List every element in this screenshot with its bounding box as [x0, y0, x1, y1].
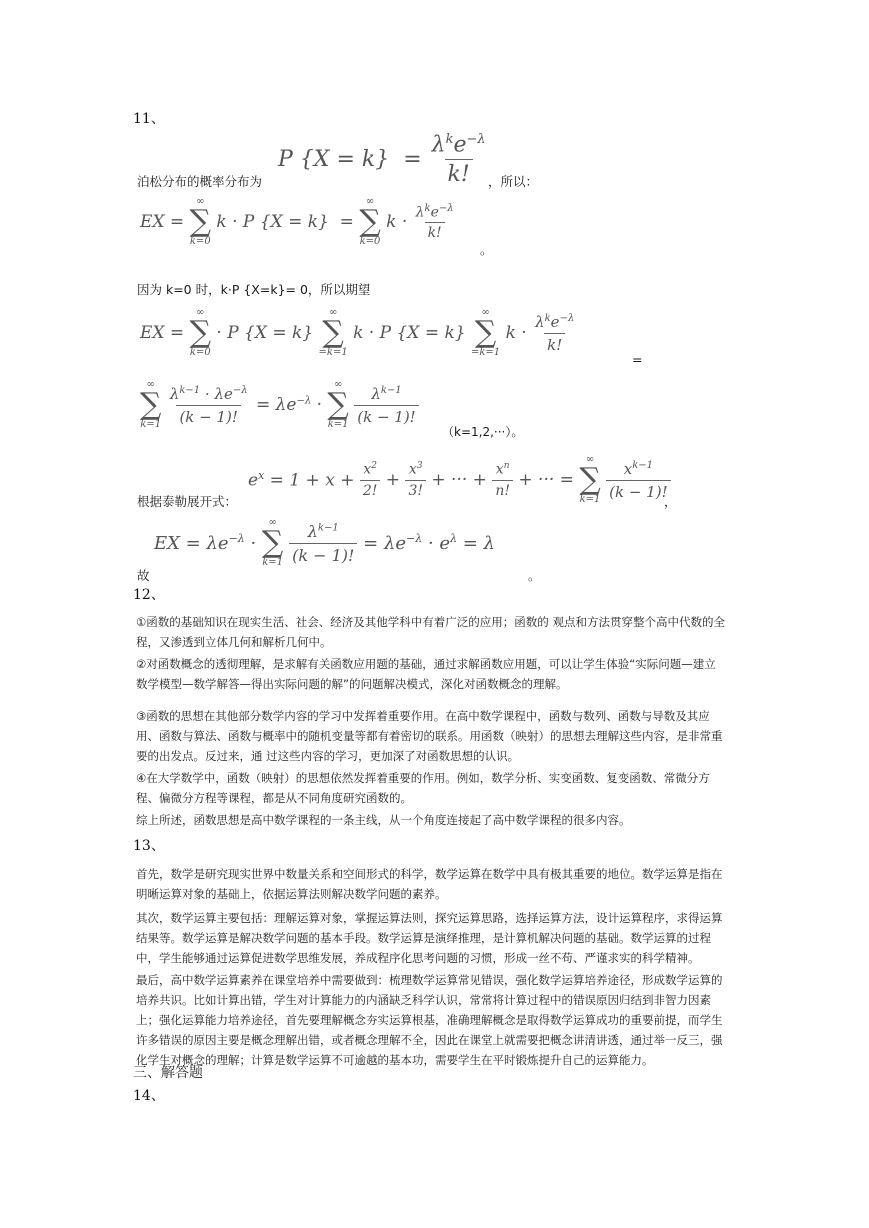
taylor-intro-text: 根据泰勒展开式： [137, 494, 238, 509]
poisson-formula: P {X = k} = $\frac{\lambda^ke^{-\lambda}}{k!}$ [278, 132, 486, 188]
question-number-14: 14、 [133, 1088, 165, 1104]
comma: ， [664, 494, 677, 509]
expectation-formula-1: EX = ∞ ∑ k=0 k · P {X = k} = ∞ ∑ k=0 k · $\frac{\lambda^ke^{-\lambda}}{k!}$ [140, 196, 454, 247]
so-text: ，所以： [488, 174, 539, 189]
therefore-text: 故 [137, 568, 150, 583]
q12-paragraph-2: ②对函数概念的透彻理解，是求解有关函数应用题的基础，通过求解函数应用题，可以让学生体验“实际问题—建立数学模型—数学解答—得出实际问题的解”的问题解决模式，深化对函数概念的理解。 [136, 657, 716, 691]
period-1: 。 [480, 242, 493, 257]
q13-paragraph-3: 最后，高中数学运算素养在课堂培养中需要做到：梳理数学运算常见错误，强化数学运算培养途径，形成数学运算的培养共识。比如计算出错，学生对计算能力的内涵缺乏科学认识，常常将计算过程中的错误原因归结到非智力因素上；强化运算能力培养途径，首先要理解概念夯实运算根基，准确理解概念是取得数学运算成功的重要前提，而学生许多错误的原因主要是概念理解出错，或者概念理解不全，因此在课堂上就需要把概念讲清讲透，通过举一反三，强化学生对概念的理解；计算是数学运算不可逾越的基本功，需要学生在平时锻炼提升自己的运算能力。 [136, 973, 723, 1067]
section-title-answer-questions: 三、解答题 [133, 1065, 203, 1081]
poisson-intro-text: 泊松分布的概率分布为 [137, 174, 263, 189]
conclusion-formula: EX = $\lambda e^{-\lambda}$ · ∞ ∑ k=1 $\frac{\lambda^{k-1}}{(k - 1)!}$ = $\lambda e^{-\lambda} \cdot e^\lambda = \lambda$ [154, 517, 495, 568]
expectation-formula-3: ∞ ∑ k=1 $\frac{\lambda^{k-1} \cdot \lambda e^{-\lambda}}{(k - 1)!}$ = $\lambda e^{-\lambda}$ · ∞ ∑ k=1 $\frac{\lambda^{k-1}}{(k - 1)!}$ [140, 380, 419, 430]
period-2: 。 [528, 568, 541, 583]
q12-paragraph-1: ①函数的基础知识在现实生活、社会、经济及其他学科中有着广泛的应用；函数的 观点和方法贯穿整个高中代数的全程，又渗透到立体几何和解析几何中。 [136, 615, 725, 649]
q12-paragraph-3: ③函数的思想在其他部分数学内容的学习中发挥着重要作用。在高中数学课程中，函数与数列、函数与导数及其应用、函数与算法、函数与概率中的随机变量等都有着密切的联系。用函数（映射）的思想去理解这些内容，是非常重要的出发点。反过来，通 过这些内容的学习，更加深了对函数思想的认识。 [136, 709, 723, 763]
q13-paragraph-1: 首先，数学是研究现实世界中数量关系和空间形式的科学，数学运算在数学中具有极其重要的地位。数学运算是指在明晰运算对象的基础上，依据运算法则解决数学问题的素养。 [136, 867, 723, 901]
k-range-note: （k=1,2,···）。 [442, 425, 524, 439]
equals-sign: = [632, 352, 643, 367]
q12-paragraph-4: ④在大学数学中，函数（映射）的思想依然发挥着重要的作用。例如，数学分析、实变函数、复变函数、常微分方程、偏微分方程等课程，都是从不同角度研究函数的。 [136, 771, 710, 805]
question-number-11: 11、 [133, 111, 165, 127]
k-zero-note: 因为 k=0 时，k·P {X=k}= 0，所以期望 [137, 282, 371, 297]
q12-paragraph-5: 综上所述，函数思想是高中数学课程的一条主线，从一个角度连接起了高中数学课程的很多内容。 [136, 813, 631, 827]
question-number-13: 13、 [133, 838, 165, 854]
question-number-12: 12、 [133, 587, 165, 603]
taylor-series-formula: $e^x = 1 + x$ + $\frac{x^2}{2!}$ + $\frac{x^3}{3!}$ + ··· + $\frac{x^n}{n!}$ + ··· = ∞ ∑ k=1 $\frac{x^{k-1}}{(k - 1)!}$ [248, 455, 671, 505]
q13-paragraph-2: 其次，数学运算主要包括：理解运算对象，掌握运算法则，探究运算思路，选择运算方法，设计运算程序，求得运算结果等。数学运算是解决数学问题的基本手段。数学运算是演绎推理，是计算机解决问题的基础。数学运算的过程中，学生能够通过运算促进数学思维发展，养成程序化思考问题的习惯，形成一丝不苟、严谨求实的科学精神。 [136, 911, 723, 965]
expectation-formula-2: EX = ∞ ∑ k=0 · P {X = k} ∞ ∑ =k=1 k · P {X = k} ∞ ∑ =k=1 k · $\frac{\lambda^ke^{-\lambda}}{k!}$ [140, 307, 575, 358]
